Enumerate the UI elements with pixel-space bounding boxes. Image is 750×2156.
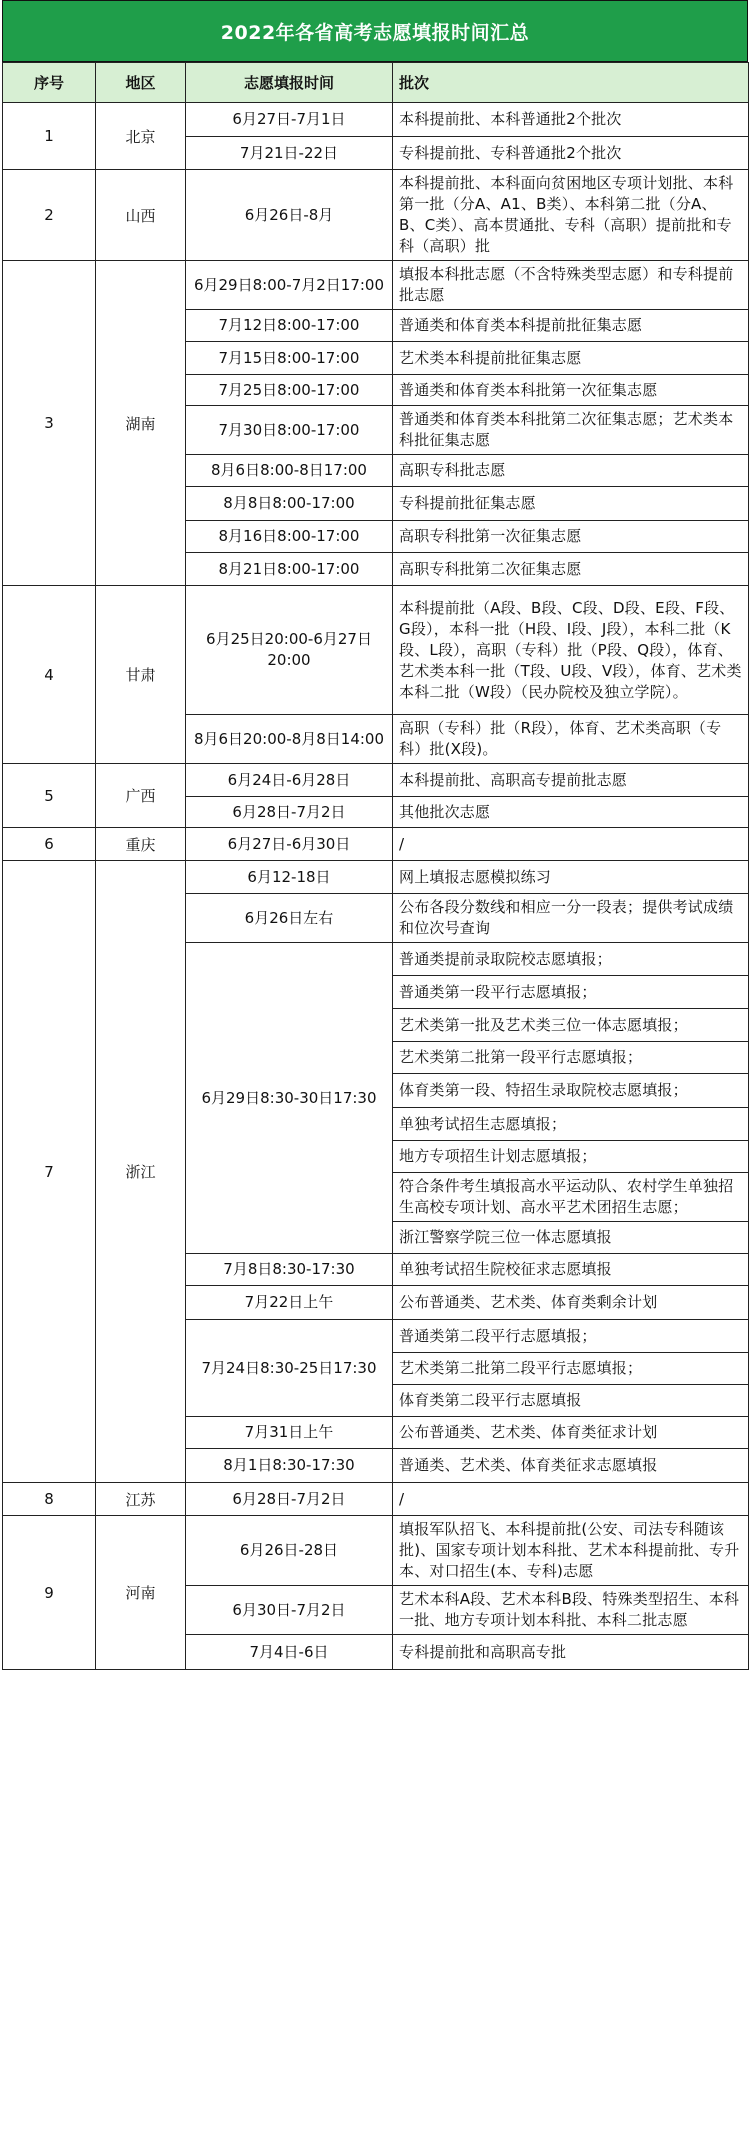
seq-cell: 5 [3, 764, 96, 828]
batch-cell: 单独考试招生志愿填报； [393, 1108, 749, 1141]
table-row [3, 828, 749, 861]
schedule-table [2, 62, 749, 1670]
batch-cell: 艺术类第二批第一段平行志愿填报； [393, 1042, 749, 1074]
time-cell: 7月21日-22日 [186, 137, 393, 170]
seq-cell: 4 [3, 586, 96, 764]
batch-cell: 其他批次志愿 [393, 797, 749, 828]
batch-cell: 本科提前批、本科普通批2个批次 [393, 103, 749, 137]
header-row [3, 63, 749, 103]
batch-cell: 地方专项招生计划志愿填报； [393, 1141, 749, 1173]
batch-cell: 体育类第二段平行志愿填报 [393, 1385, 749, 1417]
region-cell: 广西 [96, 764, 186, 828]
table-row [3, 861, 749, 894]
region-cell: 湖南 [96, 261, 186, 586]
region-cell: 河南 [96, 1516, 186, 1670]
seq-cell: 8 [3, 1483, 96, 1516]
batch-cell: 网上填报志愿模拟练习 [393, 861, 749, 894]
seq-cell: 9 [3, 1516, 96, 1670]
batch-cell: 普通类和体育类本科提前批征集志愿 [393, 310, 749, 342]
batch-cell: 本科提前批、高职高专提前批志愿 [393, 764, 749, 797]
time-cell: 8月1日8:30-17:30 [186, 1449, 393, 1483]
batch-cell: 普通类和体育类本科批第一次征集志愿 [393, 375, 749, 406]
region-cell: 山西 [96, 170, 186, 261]
time-cell: 6月26日左右 [186, 894, 393, 943]
header-region: 地区 [96, 63, 186, 103]
time-cell: 7月4日-6日 [186, 1635, 393, 1670]
time-cell: 7月30日8:00-17:00 [186, 406, 393, 455]
batch-cell: 公布各段分数线和相应一分一段表；提供考试成绩和位次号查询 [393, 894, 749, 943]
seq-cell: 6 [3, 828, 96, 861]
time-cell: 8月6日20:00-8月8日14:00 [186, 715, 393, 764]
batch-cell: / [393, 1483, 749, 1516]
region-cell: 重庆 [96, 828, 186, 861]
header-seq: 序号 [3, 63, 96, 103]
batch-cell: 单独考试招生院校征求志愿填报 [393, 1254, 749, 1286]
batch-cell: 公布普通类、艺术类、体育类征求计划 [393, 1417, 749, 1449]
region-cell: 甘肃 [96, 586, 186, 764]
batch-cell: 填报本科批志愿（不含特殊类型志愿）和专科提前批志愿 [393, 261, 749, 310]
time-cell: 6月28日-7月2日 [186, 797, 393, 828]
batch-cell: 体育类第一段、特招生录取院校志愿填报； [393, 1074, 749, 1108]
batch-cell: 普通类第一段平行志愿填报； [393, 976, 749, 1009]
table-row [3, 1516, 749, 1586]
time-cell: 6月26日-8月 [186, 170, 393, 261]
time-cell: 8月16日8:00-17:00 [186, 521, 393, 553]
batch-cell: 高职（专科）批（R段），体育、艺术类高职（专科）批(X段)。 [393, 715, 749, 764]
header-time: 志愿填报时间 [186, 63, 393, 103]
region-cell: 江苏 [96, 1483, 186, 1516]
batch-cell: 高职专科批第一次征集志愿 [393, 521, 749, 553]
batch-cell: 普通类、艺术类、体育类征求志愿填报 [393, 1449, 749, 1483]
time-cell: 6月30日-7月2日 [186, 1586, 393, 1635]
batch-cell: 专科提前批、专科普通批2个批次 [393, 137, 749, 170]
time-cell: 6月29日8:00-7月2日17:00 [186, 261, 393, 310]
batch-cell: 艺术类第一批及艺术类三位一体志愿填报； [393, 1009, 749, 1042]
batch-cell: 高职专科批志愿 [393, 455, 749, 487]
time-cell: 6月27日-7月1日 [186, 103, 393, 137]
batch-cell: 艺术类第二批第二段平行志愿填报； [393, 1353, 749, 1385]
table-row [3, 261, 749, 310]
time-cell: 7月31日上午 [186, 1417, 393, 1449]
header-batch: 批次 [393, 63, 749, 103]
batch-cell: 专科提前批和高职高专批 [393, 1635, 749, 1670]
table-row [3, 1483, 749, 1516]
table-body [3, 103, 749, 1670]
batch-cell: 艺术本科A段、艺术本科B段、特殊类型招生、本科一批、地方专项计划本科批、本科二批志愿 [393, 1586, 749, 1635]
time-cell: 7月24日8:30-25日17:30 [186, 1320, 393, 1417]
seq-cell: 2 [3, 170, 96, 261]
time-cell: 7月25日8:00-17:00 [186, 375, 393, 406]
time-cell: 6月25日20:00-6月27日20:00 [186, 586, 393, 715]
batch-cell: / [393, 828, 749, 861]
time-cell: 6月12-18日 [186, 861, 393, 894]
time-cell: 7月12日8:00-17:00 [186, 310, 393, 342]
time-cell: 6月28日-7月2日 [186, 1483, 393, 1516]
time-cell: 8月8日8:00-17:00 [186, 487, 393, 521]
table-row [3, 103, 749, 137]
batch-cell: 专科提前批征集志愿 [393, 487, 749, 521]
time-cell: 7月15日8:00-17:00 [186, 342, 393, 375]
table-row [3, 764, 749, 797]
region-cell: 北京 [96, 103, 186, 170]
table-title: 2022年各省高考志愿填报时间汇总 [2, 0, 748, 62]
time-cell: 7月8日8:30-17:30 [186, 1254, 393, 1286]
seq-cell: 1 [3, 103, 96, 170]
time-cell: 8月6日8:00-8日17:00 [186, 455, 393, 487]
batch-cell: 普通类第二段平行志愿填报； [393, 1320, 749, 1353]
seq-cell: 7 [3, 861, 96, 1483]
seq-cell: 3 [3, 261, 96, 586]
batch-cell: 本科提前批（A段、B段、C段、D段、E段、F段、G段），本科一批（H段、I段、J段），本科二批（K段、L段），高职（专科）批（P段、Q段），体育、艺术类本科一批（T段、U段、V段），体育、艺术类本科二批（W段）（民办院校及独立学院）。 [393, 586, 749, 715]
time-cell: 6月27日-6月30日 [186, 828, 393, 861]
region-cell: 浙江 [96, 861, 186, 1483]
batch-cell: 本科提前批、本科面向贫困地区专项计划批、本科第一批（分A、A1、B类）、本科第二批（分A、B、C类）、高本贯通批、专科（高职）提前批和专科（高职）批 [393, 170, 749, 261]
batch-cell: 高职专科批第二次征集志愿 [393, 553, 749, 586]
batch-cell: 艺术类本科提前批征集志愿 [393, 342, 749, 375]
time-cell: 8月21日8:00-17:00 [186, 553, 393, 586]
batch-cell: 普通类和体育类本科批第二次征集志愿；艺术类本科批征集志愿 [393, 406, 749, 455]
table-row [3, 170, 749, 261]
batch-cell: 公布普通类、艺术类、体育类剩余计划 [393, 1286, 749, 1320]
batch-cell: 浙江警察学院三位一体志愿填报 [393, 1222, 749, 1254]
document [2, 0, 748, 1670]
table-row [3, 586, 749, 715]
time-cell: 7月22日上午 [186, 1286, 393, 1320]
batch-cell: 普通类提前录取院校志愿填报； [393, 943, 749, 976]
batch-cell: 符合条件考生填报高水平运动队、农村学生单独招生高校专项计划、高水平艺术团招生志愿； [393, 1173, 749, 1222]
time-cell: 6月24日-6月28日 [186, 764, 393, 797]
batch-cell: 填报军队招飞、本科提前批(公安、司法专科随该批)、国家专项计划本科批、艺术本科提前批、专升本、对口招生(本、专科)志愿 [393, 1516, 749, 1586]
time-cell: 6月26日-28日 [186, 1516, 393, 1586]
time-cell: 6月29日8:30-30日17:30 [186, 943, 393, 1254]
